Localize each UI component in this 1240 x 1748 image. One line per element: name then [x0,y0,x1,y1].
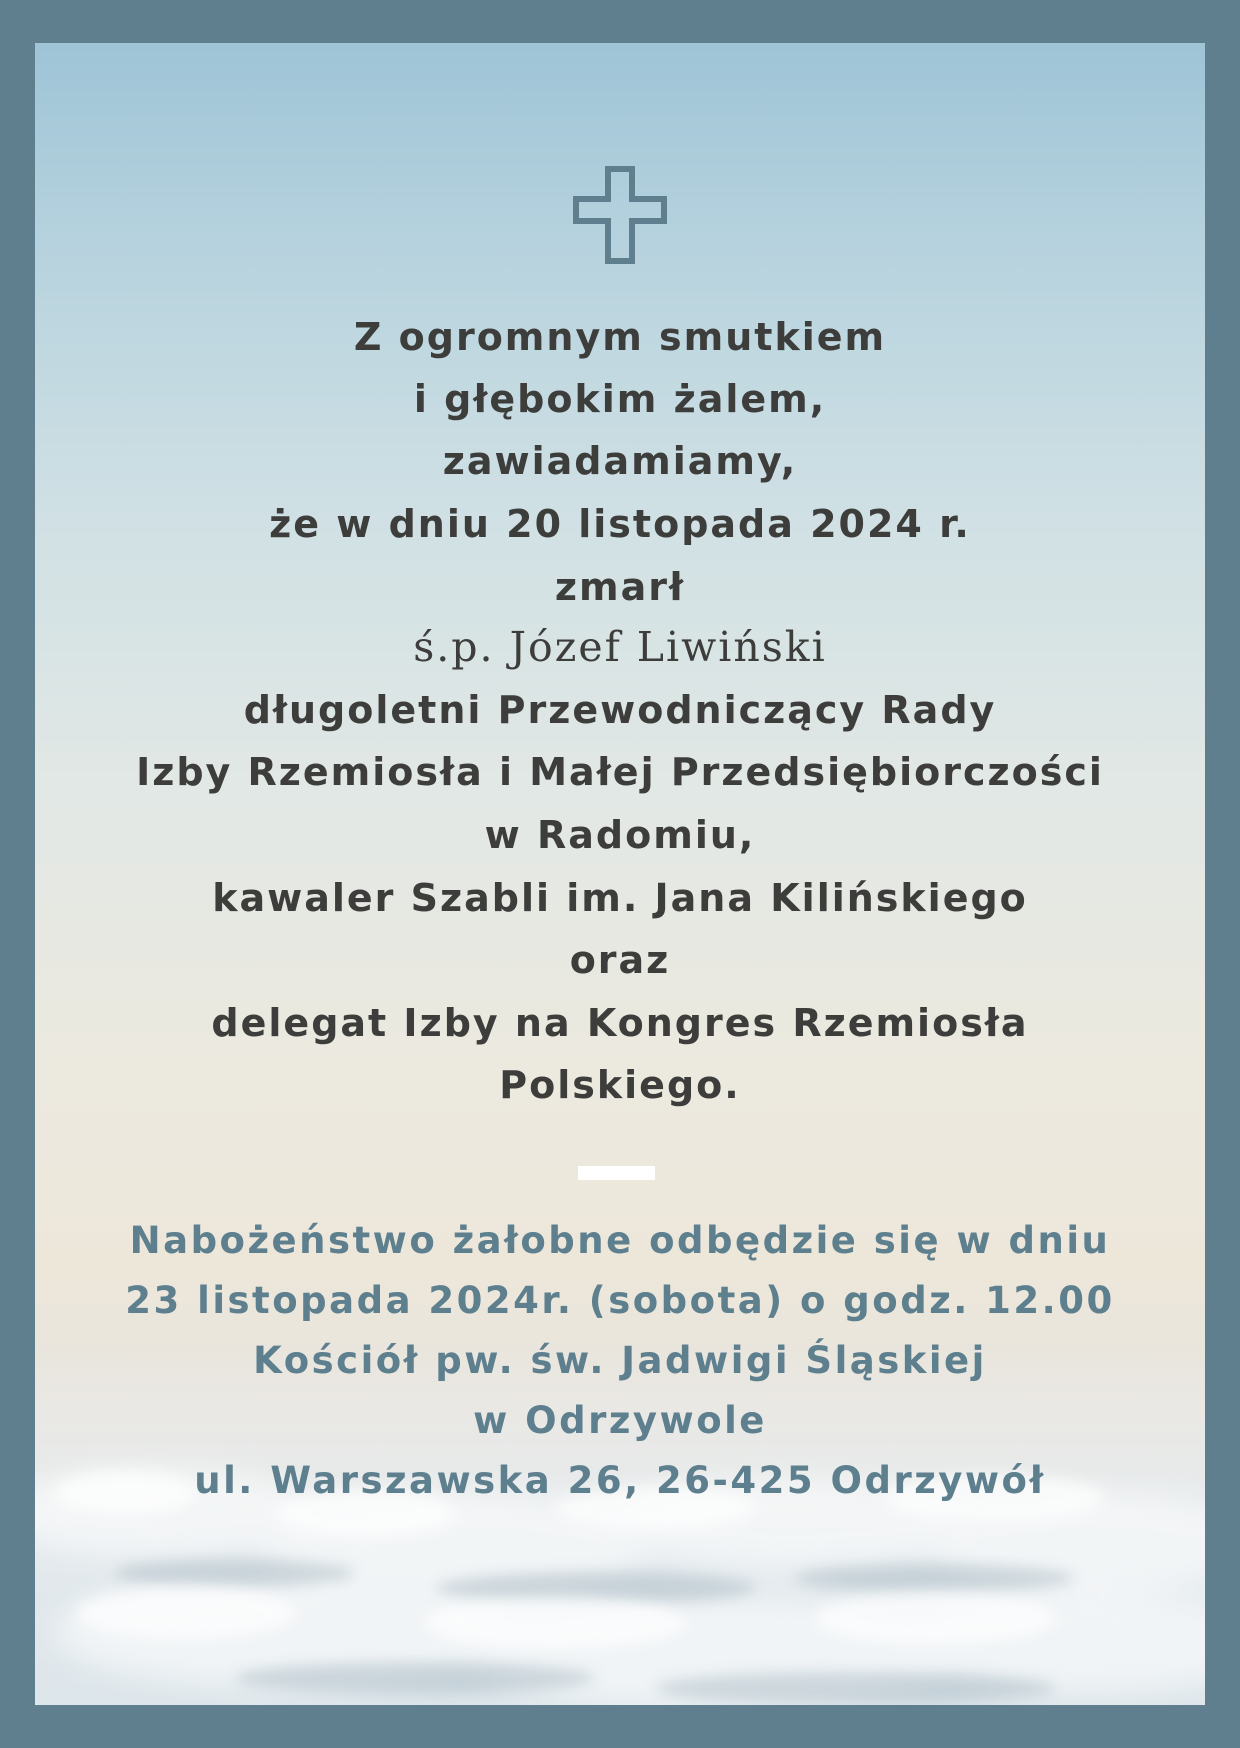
deceased-name: ś.p. Józef Liwiński [413,623,827,671]
title-line: długoletni Przewodniczący Rady [243,688,997,732]
service-line: 23 listopada 2024r. (sobota) o godz. 12.00 [125,1279,1115,1322]
cloud-background [35,43,1205,1705]
title-line: w Radomiu, [484,813,756,857]
title-line: Polskiego. [499,1063,741,1107]
announcement-line: że w dniu 20 listopada 2024 r. [269,502,971,546]
obituary-card [35,43,1205,1705]
announcement-line: i głębokim żalem, [413,377,827,421]
announcement-line: zawiadamiamy, [442,439,798,483]
service-line: ul. Warszawska 26, 26-425 Odrzywół [194,1459,1046,1502]
service-line: Nabożeństwo żałobne odbędzie się w dniu [129,1219,1111,1262]
cross-icon [570,165,670,265]
title-line: delegat Izby na Kongres Rzemiosła [211,1001,1029,1045]
announcement-line: zmarł [554,565,686,609]
title-line: oraz [569,938,671,982]
announcement-line: Z ogromnym smutkiem [353,315,887,359]
title-line: kawaler Szabli im. Jana Kilińskiego [212,876,1028,920]
service-line: Kościół pw. św. Jadwigi Śląskiej [253,1339,987,1382]
divider [578,1166,655,1180]
title-line: Izby Rzemiosła i Małej Przedsiębiorczości [136,750,1104,794]
service-line: w Odrzywole [473,1399,767,1442]
